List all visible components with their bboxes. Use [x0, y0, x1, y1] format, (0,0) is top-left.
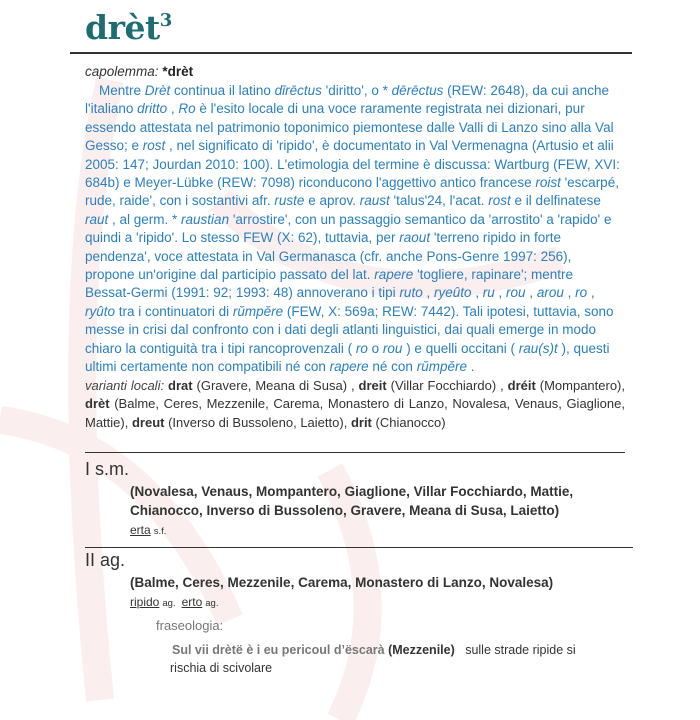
cited-form: ryûto	[85, 303, 116, 319]
translation-link[interactable]: erta	[130, 523, 151, 537]
cited-form: rou	[506, 285, 526, 301]
etymology-segment: .	[466, 359, 475, 375]
etymology-segment: , nel significato di 'ripido', è documentato in Val Vermenagna (Artusio et alii 2005: 147; Jourdan 2010: 100). L'etimologia del termine è discussa: Wartburg (FEW, XVI: 684b) e Meyer-Lübke (REW: 7098) riconducono l'aggettivo antico francese	[85, 138, 620, 191]
etymology-segment: ,	[494, 285, 507, 301]
etymology-segment: Mentre	[99, 83, 145, 98]
etymology-segment: e aprov.	[304, 193, 360, 209]
phrase-example	[170, 641, 600, 677]
variant-form: drat	[168, 377, 193, 393]
variants-label: varianti locali:	[85, 377, 165, 393]
etymology-segment: ,	[587, 285, 595, 301]
etymology-segment: e il delfinatese	[510, 193, 601, 209]
variant-places: (Inverso di Bussoleno, Laietto),	[168, 414, 348, 430]
variant-places: (Gravere, Meana di Susa) ,	[196, 377, 355, 393]
etymology-segment: 'arrostire', con un passaggio semantico da 'arrostito' a 'rapido' e quindi a 'ripido'. Lo stesso FEW (X: 62), tuttavia, per	[85, 211, 612, 246]
variant-form: drit	[350, 414, 372, 430]
divider	[70, 52, 632, 54]
divider	[85, 452, 625, 453]
cited-form: ruste	[274, 193, 305, 209]
etymology-segment: continua il latino	[170, 83, 275, 98]
cited-form: rapere	[329, 359, 369, 375]
etymology-segment: 'togliere, rapinare'; mentre Bessat-Germi (1991: 92; 1993: 48) annoverano i tipi	[85, 267, 574, 301]
cited-form: Ro	[178, 101, 196, 117]
capolemma	[85, 64, 632, 79]
etymology-segment: ) e quelli occitani (	[402, 340, 519, 356]
etymology-segment: 'diritto', o *	[321, 83, 392, 98]
sense-locations: (Novalesa, Venaus, Mompantero, Giaglione, Villar Focchiardo, Mattie, Chianocco, Inverso di Bussoleno, Gravere, Meana di Susa, Laietto)	[130, 484, 574, 518]
etymology-segment: è l'esito locale di una voce raramente registrata nei dizionari, pur essendo attestata nel patrimonio toponimico piemontese dalle Valli di Lanzo sino alla Val Gesso; e	[85, 101, 614, 154]
sense-heading: II ag.	[85, 550, 126, 570]
divider	[85, 547, 633, 548]
local-variants	[85, 377, 625, 433]
cited-form: rŭmpĕre	[416, 359, 467, 375]
cited-form: ro	[575, 285, 588, 301]
variant-form: dreit	[358, 377, 387, 393]
headword-text: drèt	[85, 8, 160, 47]
phrase-translation: sulle strade ripide si rischia di scivolare	[170, 643, 576, 675]
cited-form: roist	[535, 175, 561, 191]
pos-label: ag.	[162, 598, 176, 609]
pos-label: ag.	[205, 598, 219, 609]
etymology-segment: o	[367, 340, 383, 356]
cited-form: dritto	[137, 101, 168, 117]
cited-form: raout	[399, 230, 431, 246]
variant-form: dréit	[507, 377, 536, 393]
homograph-number: 3	[159, 10, 172, 31]
cited-form: rapere	[374, 267, 414, 283]
variant-form: dreut	[131, 414, 165, 430]
cited-form: rŭmpĕre	[232, 303, 284, 319]
cited-form: rost	[488, 193, 511, 209]
variant-places: (Chianocco)	[375, 414, 446, 430]
etymology-segment: né con	[368, 359, 417, 375]
etymology-segment: (FEW, X: 569a; REW: 7442). Tali ipotesi, tuttavia, sono messe in crisi dal confronto con i dati degli atlanti linguistici, dai quali emerge in modo chiaro la contiguità tra i tipi rancoprovenzali (	[85, 303, 614, 356]
pos-label: s.f.	[153, 526, 167, 537]
translation-link[interactable]: ripido	[130, 595, 160, 609]
cited-form: dērēctus	[391, 83, 444, 98]
sense-translations	[130, 523, 632, 537]
etymology-text	[85, 82, 620, 377]
cited-form: arou	[536, 285, 564, 301]
cited-form: ro	[355, 340, 368, 356]
cited-form: ruto	[399, 285, 423, 301]
cited-form: dīrēctus	[274, 83, 322, 98]
etymology-segment: ,	[167, 101, 179, 117]
cited-form: rau(s)t	[518, 340, 558, 356]
cited-form: ryeûto	[433, 285, 472, 301]
cited-form: rost	[142, 138, 166, 154]
headword	[70, 0, 632, 52]
dictionary-entry	[70, 0, 632, 677]
etymology-segment: ,	[422, 285, 434, 301]
variant-places: (Balme, Ceres, Mezzenile, Carema, Monastero di Lanzo, Novalesa, Venaus, Giaglione, Mattie),	[85, 396, 625, 430]
cited-form: raust	[359, 193, 390, 209]
etymology-segment: ,	[563, 285, 576, 301]
variant-places: (Mompantero),	[539, 377, 625, 393]
etymology-segment: 'escarpé, rude, raide', con i sostantivi afr.	[85, 175, 619, 209]
cited-form: Drèt	[144, 83, 171, 98]
phrase: Sul vii drètë è i eu pericoul d’ëscarà	[172, 643, 385, 657]
variant-places: (Villar Focchiardo) ,	[390, 377, 504, 393]
etymology-segment: tra i continuatori di	[115, 303, 233, 319]
capolemma-value: *drèt	[162, 64, 194, 79]
capolemma-label: capolemma:	[85, 64, 159, 79]
etymology-segment: 'terreno ripido in forte pendenza', voce attestata in Val Germanasca (cfr. anche Pons-Genre 1997: 256), propone un'origine dal participio passato del lat.	[85, 230, 572, 283]
translation-link[interactable]: erto	[181, 595, 203, 609]
etymology-segment: 'talus'24, l'acat.	[389, 193, 489, 209]
sense-translations	[130, 595, 632, 609]
fraseologia-label: fraseologia:	[156, 618, 224, 633]
phrase-place: (Mezzenile)	[388, 643, 455, 657]
sense-locations: (Balme, Ceres, Mezzenile, Carema, Monastero di Lanzo, Novalesa)	[130, 575, 554, 590]
etymology-segment: (REW: 2648), da cui anche l'italiano	[85, 83, 609, 117]
variant-form: drèt	[85, 396, 110, 411]
etymology-segment: ,	[525, 285, 537, 301]
cited-form: raut	[85, 211, 109, 227]
sense-heading: I s.m.	[85, 459, 129, 479]
cited-form: raustian	[181, 211, 230, 227]
etymology-segment: ), questi ultimi certamente non compatibili né con	[85, 340, 610, 375]
cited-form: ru	[482, 285, 495, 301]
cited-form: rou	[382, 340, 403, 356]
etymology-segment: , al germ. *	[108, 211, 182, 227]
etymology-segment: ,	[471, 285, 483, 301]
